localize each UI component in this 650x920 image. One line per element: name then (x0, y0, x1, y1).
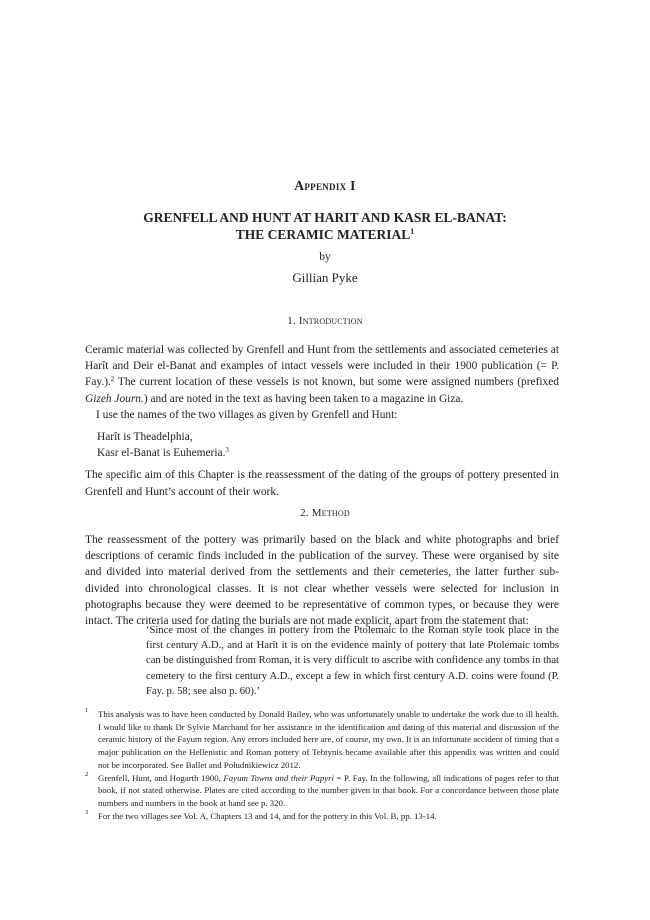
footnote-2 (85, 772, 559, 810)
footnote-italic-title: Fayum Towns and their Papyri (223, 772, 334, 783)
intro-p1-text-b: The current location of these vessels is not known, but some were assigned numbers (prefixed (114, 376, 559, 389)
footnote-text: = P. Fay. In the following, all indications of pages refer to that book, if not stated otherwise. Plates are cited according to the number given in that book. For a concordance between those plate numbers and numbers in the book at hand see p. 320. (98, 772, 559, 808)
village-list-item-1: Harît is Theadelphia, (97, 431, 193, 444)
footnote-number: 3 (85, 808, 89, 816)
footnotes (85, 708, 559, 822)
block-quote: ‘Since most of the changes in pottery from the Ptolemaic to the Roman style took place in the first century A.D., and at Harît it is on the evidence mainly of pottery that late Ptolemaic tombs can be distinguished from Roman, it is very difficult to ascribe with confidence any tombs in that cemetery to the first century A.D., except a few in which first century A.D. coins were found (P. Fay. p. 58; see also p. 60).’ (146, 625, 559, 697)
chapter-title (60, 209, 590, 243)
footnote-1 (85, 708, 559, 772)
intro-paragraph-2: I use the names of the two villages as given by Grenfell and Hunt: (96, 408, 398, 421)
village-list-item-2-text: Kasr el-Banat is Euhemeria. (97, 447, 226, 460)
author-name: Gillian Pyke (292, 270, 358, 285)
footnote-ref-1[interactable]: 1 (410, 227, 415, 236)
introduction-body (85, 342, 559, 500)
intro-paragraph-1 (85, 342, 559, 407)
footnote-3 (85, 810, 559, 823)
method-paragraph-1: The reassessment of the pottery was primarily based on the black and white photographs and brief descriptions of ceramic finds included in the publication of the survey. These were organised by site and divided into material derived from the settlements and their cemeteries, the latter further sub-divided into chronological classes. It is not clear whether vessels were selected for inclusion in photographs because they were deemed to be representative of common types, or because they were intact. The criteria used for dating the burials are not made explicit, apart from the statement that: (85, 534, 559, 628)
section-heading-introduction: 1. Introduction (287, 315, 363, 327)
title-line-2 (60, 226, 590, 243)
footnote-number: 2 (85, 770, 89, 778)
method-body (85, 532, 559, 629)
appendix-label: Appendix I (294, 178, 356, 193)
title-line-1: GRENFELL AND HUNT AT HARIT AND KASR EL-BANAT: (143, 210, 507, 225)
footnote-ref-3[interactable]: 3 (225, 446, 229, 455)
village-list-item-2 (97, 445, 559, 461)
intro-p1-text-a: Ceramic material was collected by Grenfell and Hunt from the settlements and associated cemeteries at Harît and Deir el-Banat and examples of intact vessels were included in their 1900 publication (= P. Fay.). (85, 344, 559, 389)
footnote-ref-2[interactable]: 2 (110, 375, 115, 384)
footnote-number: 1 (85, 707, 89, 714)
byline: by (319, 251, 331, 263)
intro-p1-italic: Gizeh Journ. (85, 392, 144, 405)
footnote-text: For the two villages see Vol. A, Chapters 13 and 14, and for the pottery in this Vol. B, pp. 13-14. (98, 810, 437, 821)
title-line-2-text: THE CERAMIC MATERIAL (235, 227, 411, 242)
intro-p1-text-c: ) and are noted in the text as having been taken to a magazine in Giza. (143, 392, 464, 405)
footnote-text: This analysis was to have been conducted by Donald Bailey, who was unfortunately unable to undertake the work due to ill health. I would like to thank Dr Sylvie Marchand for her assistance in the identification and dating of this material and discussion of the ceramic history of the Fayum region. Any errors included here are, of course, my own. It is an infortunate accident of timing that a major publication on the Hellenistic and Roman pottery of Tebtynis became available after this appendix was written and could not be incorporated. See Ballet and Południkiewicz 2012. (98, 709, 559, 770)
footnote-text: Grenfell, Hunt, and Hogarth 1900, (98, 772, 224, 783)
section-heading-method: 2. Method (300, 507, 350, 519)
village-list (85, 429, 559, 461)
intro-paragraph-3: The specific aim of this Chapter is the reassessment of the dating of the groups of pottery presented in Grenfell and Hunt’s account of their work. (85, 469, 559, 498)
